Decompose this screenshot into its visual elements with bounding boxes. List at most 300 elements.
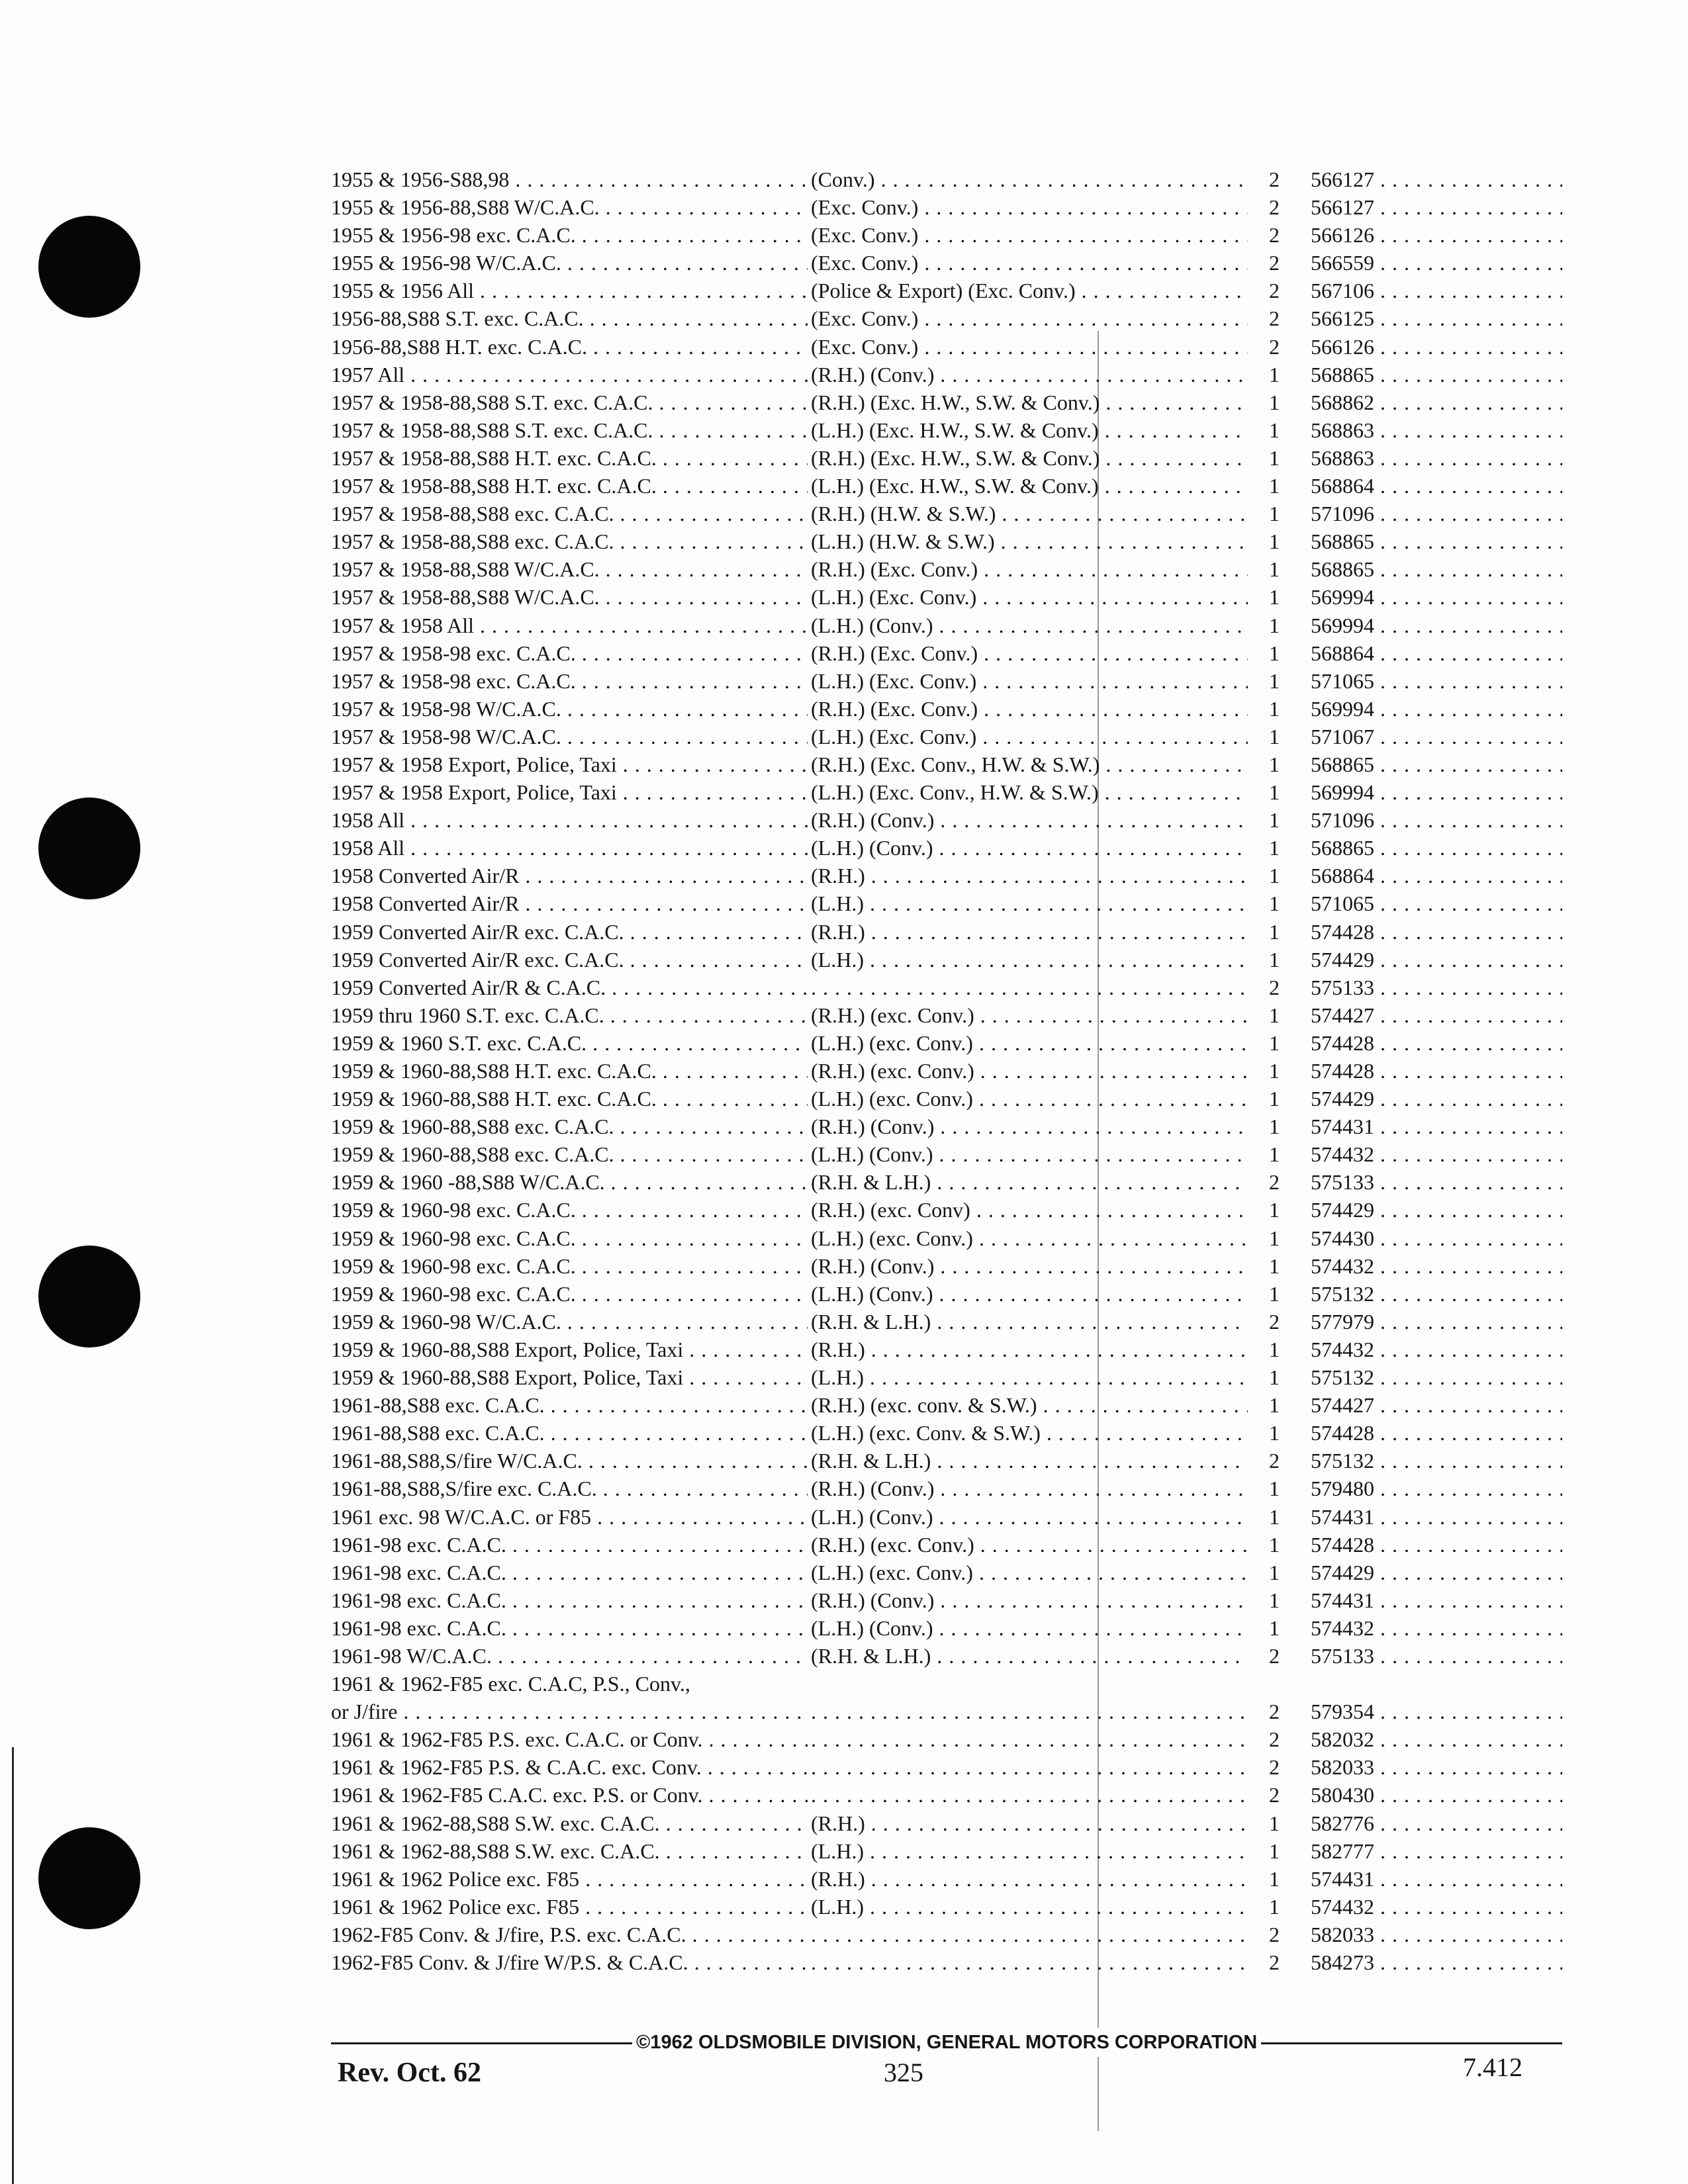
side-condition: (L.H.) . . . (811, 946, 1248, 974)
model-description: 1957 & 1958 Export, Police, Taxi . . . (331, 778, 808, 806)
side-condition: (R.H.) (exc. Conv.) . . . (811, 1057, 1248, 1085)
model-description: 1957 & 1958-98 W/C.A.C. . . . (331, 695, 808, 723)
model-description: 1957 & 1958-88,S88 S.T. exc. C.A.C. . . . (331, 388, 808, 416)
part-number: 574432 . . . (1311, 1140, 1562, 1168)
part-number: 574428 . . . (1311, 1029, 1562, 1057)
side-condition: (R.H.) . . . (811, 1809, 1248, 1837)
model-description: 1961 & 1962 Police exc. F85 . . . (331, 1893, 808, 1921)
quantity: 1 (1269, 1894, 1280, 1919)
side-condition: (L.H.) (Exc. Conv.) . . . (811, 583, 1248, 611)
quantity: 1 (1269, 1504, 1280, 1529)
part-number: 574431 . . . (1311, 1113, 1562, 1140)
part-number: 574431 . . . (1311, 1586, 1562, 1614)
list-item (331, 834, 1562, 862)
side-condition (811, 1698, 1248, 1725)
part-number: 574430 . . . (1311, 1224, 1562, 1252)
list-item (331, 612, 1562, 639)
part-number: 574432 . . . (1311, 1252, 1562, 1280)
model-description: 1961-98 exc. C.A.C. . . . (331, 1586, 808, 1614)
quantity: 1 (1269, 808, 1280, 833)
list-item (331, 1391, 1562, 1419)
part-number: 568865 . . . (1311, 555, 1562, 583)
part-number: 582032 . . . (1311, 1725, 1562, 1753)
side-condition: (R.H.) (Conv.) . . . (811, 1586, 1248, 1614)
list-item (331, 806, 1562, 834)
model-description: 1955 & 1956-S88,98 . . . (331, 165, 808, 193)
part-number: 568864 . . . (1311, 639, 1562, 667)
part-number: 574431 . . . (1311, 1865, 1562, 1893)
part-number: 574428 . . . (1311, 1419, 1562, 1447)
side-condition (811, 1753, 1248, 1781)
part-number: 569994 . . . (1311, 583, 1562, 611)
quantity: 1 (1269, 1142, 1280, 1167)
quantity: 1 (1269, 1615, 1280, 1640)
quantity: 1 (1269, 1477, 1280, 1501)
model-description: 1959 Converted Air/R exc. C.A.C. . . . (331, 946, 808, 974)
quantity: 1 (1269, 724, 1280, 749)
model-description: 1957 & 1958-88,S88 H.T. exc. C.A.C. . . . (331, 472, 808, 500)
quantity: 2 (1269, 1449, 1280, 1473)
model-description: 1959 thru 1960 S.T. exc. C.A.C. . . . (331, 1001, 808, 1029)
list-item (331, 500, 1562, 527)
side-condition: (R.H. & L.H.) . . . (811, 1642, 1248, 1670)
part-number: 577979 . . . (1311, 1308, 1562, 1336)
quantity: 1 (1269, 1337, 1280, 1361)
model-description: 1959 Converted Air/R & C.A.C. . . . (331, 974, 808, 1001)
model-description: 1959 & 1960-88,S88 Export, Police, Taxi . . . (331, 1336, 808, 1363)
side-condition: (R.H.) (Conv.) . . . (811, 1252, 1248, 1280)
list-item (331, 1419, 1562, 1447)
part-number: 566127 . . . (1311, 165, 1562, 193)
side-condition: (R.H.) (Conv.) . . . (811, 806, 1248, 834)
model-description: 1961 & 1962-F85 exc. C.A.C, P.S., Conv., (331, 1672, 690, 1696)
model-description: 1959 & 1960-88,S88 exc. C.A.C. . . . (331, 1113, 808, 1140)
part-number: 569994 . . . (1311, 612, 1562, 639)
list-item (331, 221, 1562, 249)
list-item (331, 1224, 1562, 1252)
model-description: 1959 & 1960-98 exc. C.A.C. . . . (331, 1196, 808, 1224)
side-condition: (Conv.) . . . (811, 165, 1248, 193)
quantity: 1 (1269, 1532, 1280, 1557)
quantity: 1 (1269, 1281, 1280, 1306)
model-description: 1957 All . . . (331, 361, 808, 388)
model-description: 1961-98 exc. C.A.C. . . . (331, 1531, 808, 1559)
part-number: 566127 . . . (1311, 193, 1562, 221)
part-number: 568865 . . . (1311, 834, 1562, 862)
part-number: 579480 . . . (1311, 1475, 1562, 1502)
list-item (331, 751, 1562, 778)
side-condition: (L.H.) (exc. Conv.) . . . (811, 1559, 1248, 1586)
part-number: 584273 . . . (1311, 1948, 1562, 1976)
side-condition: (L.H.) (Conv.) . . . (811, 1280, 1248, 1308)
side-condition: (R.H.) . . . (811, 1336, 1248, 1363)
quantity: 2 (1269, 279, 1280, 303)
model-description: 1957 & 1958-98 exc. C.A.C. . . . (331, 639, 808, 667)
model-description: 1957 & 1958-88,S88 W/C.A.C. . . . (331, 583, 808, 611)
quantity: 1 (1269, 696, 1280, 721)
list-item (331, 889, 1562, 917)
side-condition: (Exc. Conv.) . . . (811, 333, 1248, 361)
side-condition: (R.H.) (exc. Conv.) . . . (811, 1001, 1248, 1029)
part-number: 571065 . . . (1311, 889, 1562, 917)
side-condition (811, 1781, 1248, 1809)
model-description: 1957 & 1958-88,S88 exc. C.A.C. . . . (331, 500, 808, 527)
list-item (331, 1280, 1562, 1308)
model-description: 1959 & 1960-98 exc. C.A.C. . . . (331, 1224, 808, 1252)
side-condition: (R.H. & L.H.) . . . (811, 1308, 1248, 1336)
model-description: 1961 & 1962-F85 P.S. & C.A.C. exc. Conv. . . . (331, 1753, 808, 1781)
model-description: 1961-98 exc. C.A.C. . . . (331, 1614, 808, 1642)
quantity: 1 (1269, 1811, 1280, 1835)
revision-date: Rev. Oct. 62 (338, 2058, 481, 2088)
list-item (331, 1503, 1562, 1531)
quantity: 1 (1269, 1421, 1280, 1445)
list-item (331, 1559, 1562, 1586)
list-item (331, 361, 1562, 388)
page-number: 325 (884, 2058, 923, 2087)
model-description: 1961-88,S88 exc. C.A.C. . . . (331, 1391, 808, 1419)
quantity: 1 (1269, 502, 1280, 526)
list-item (331, 388, 1562, 416)
model-description: 1956-88,S88 S.T. exc. C.A.C. . . . (331, 304, 808, 332)
quantity: 2 (1269, 1755, 1280, 1780)
list-item (331, 444, 1562, 472)
list-item (331, 1725, 1562, 1753)
model-description: or J/fire . . . (331, 1698, 808, 1725)
list-item (331, 639, 1562, 667)
side-condition: (R.H.) (exc. Conv.) . . . (811, 1531, 1248, 1559)
model-description: 1958 All . . . (331, 806, 808, 834)
model-description: 1955 & 1956-88,S88 W/C.A.C. . . . (331, 193, 808, 221)
part-number: 574427 . . . (1311, 1391, 1562, 1419)
list-item (331, 1753, 1562, 1781)
model-description: 1961 exc. 98 W/C.A.C. or F85 . . . (331, 1503, 808, 1531)
part-number: 568862 . . . (1311, 388, 1562, 416)
side-condition: (R.H. & L.H.) . . . (811, 1447, 1248, 1475)
quantity: 1 (1269, 1198, 1280, 1222)
side-condition: (Exc. Conv.) . . . (811, 249, 1248, 277)
part-number: 568864 . . . (1311, 862, 1562, 889)
part-number: 566126 . . . (1311, 333, 1562, 361)
side-condition: (L.H.) (Conv.) . . . (811, 834, 1248, 862)
model-description: 1956-88,S88 H.T. exc. C.A.C. . . . (331, 333, 808, 361)
side-condition: (L.H.) (Exc. Conv.) . . . (811, 723, 1248, 751)
list-item (331, 1531, 1562, 1559)
quantity: 1 (1269, 557, 1280, 582)
part-number: 574429 . . . (1311, 1559, 1562, 1586)
list-item (331, 193, 1562, 221)
model-description: 1961-98 exc. C.A.C. . . . (331, 1559, 808, 1586)
model-description: 1959 & 1960-88,S88 exc. C.A.C. . . . (331, 1140, 808, 1168)
quantity: 1 (1269, 1253, 1280, 1278)
part-number: 575133 . . . (1311, 1168, 1562, 1196)
list-item (331, 1893, 1562, 1921)
part-number: 582776 . . . (1311, 1809, 1562, 1837)
part-number: 574428 . . . (1311, 1531, 1562, 1559)
part-number: 575132 . . . (1311, 1280, 1562, 1308)
list-item (331, 1168, 1562, 1196)
model-description: 1961-88,S88,S/fire exc. C.A.C. . . . (331, 1475, 808, 1502)
side-condition: (R.H.) (Conv.) . . . (811, 1475, 1248, 1502)
list-item (331, 304, 1562, 332)
part-number: 574429 . . . (1311, 1085, 1562, 1113)
list-item (331, 416, 1562, 444)
list-item (331, 165, 1562, 193)
list-item (331, 778, 1562, 806)
quantity: 2 (1269, 1643, 1280, 1668)
part-number: 574432 . . . (1311, 1336, 1562, 1363)
quantity: 2 (1269, 223, 1280, 248)
model-description: 1958 All . . . (331, 834, 808, 862)
quantity: 1 (1269, 1003, 1280, 1027)
list-item (331, 723, 1562, 751)
side-condition: (L.H.) (exc. Conv.) . . . (811, 1224, 1248, 1252)
part-number: 580430 . . . (1311, 1781, 1562, 1809)
model-description: 1957 & 1958-88,S88 S.T. exc. C.A.C. . . . (331, 416, 808, 444)
model-description: 1957 & 1958 All . . . (331, 612, 808, 639)
quantity: 2 (1269, 1170, 1280, 1195)
side-condition: (L.H.) (Exc. H.W., S.W. & Conv.) . . . (811, 416, 1248, 444)
model-description: 1955 & 1956 All . . . (331, 277, 808, 304)
quantity: 1 (1269, 668, 1280, 693)
list-item (331, 1057, 1562, 1085)
quantity: 1 (1269, 1588, 1280, 1612)
part-number: 574429 . . . (1311, 1196, 1562, 1224)
binder-hole (38, 1246, 140, 1347)
side-condition: (L.H.) (Conv.) . . . (811, 612, 1248, 639)
quantity: 1 (1269, 1393, 1280, 1418)
list-item (331, 1642, 1562, 1670)
model-description: 1959 & 1960-88,S88 H.T. exc. C.A.C. . . . (331, 1085, 808, 1113)
model-description: 1959 & 1960-88,S88 H.T. exc. C.A.C. . . . (331, 1057, 808, 1085)
quantity: 2 (1269, 1727, 1280, 1752)
list-item (331, 918, 1562, 946)
part-number: 574429 . . . (1311, 946, 1562, 974)
side-condition (811, 974, 1248, 1001)
model-description: 1962-F85 Conv. & J/fire, P.S. exc. C.A.C. . . . (331, 1921, 808, 1948)
list-item (331, 1029, 1562, 1057)
side-condition: (R.H.) (Conv.) . . . (811, 1113, 1248, 1140)
list-item (331, 695, 1562, 723)
part-number: 579354 . . . (1311, 1698, 1562, 1725)
side-condition (811, 1921, 1248, 1948)
side-condition: (R.H.) (Exc. Conv., H.W. & S.W.) . . . (811, 751, 1248, 778)
side-condition: (L.H.) (exc. Conv.) . . . (811, 1085, 1248, 1113)
list-item (331, 1865, 1562, 1893)
list-item (331, 527, 1562, 555)
side-condition: (L.H.) (Conv.) . . . (811, 1140, 1248, 1168)
side-condition: (R.H.) (exc. conv. & S.W.) . . . (811, 1391, 1248, 1419)
model-description: 1961 & 1962-F85 P.S. exc. C.A.C. or Conv. . . . (331, 1725, 808, 1753)
list-item (331, 667, 1562, 695)
model-description: 1961-88,S88 exc. C.A.C. . . . (331, 1419, 808, 1447)
part-number: 568864 . . . (1311, 472, 1562, 500)
part-number: 582033 . . . (1311, 1753, 1562, 1781)
part-number: 568865 . . . (1311, 751, 1562, 778)
list-item (331, 1140, 1562, 1168)
side-condition: (R.H.) (Conv.) . . . (811, 361, 1248, 388)
model-description: 1959 & 1960 S.T. exc. C.A.C. . . . (331, 1029, 808, 1057)
quantity: 1 (1269, 445, 1280, 470)
part-number: 568863 . . . (1311, 416, 1562, 444)
quantity: 2 (1269, 1700, 1280, 1724)
list-item (331, 946, 1562, 974)
model-description: 1957 & 1958-88,S88 H.T. exc. C.A.C. . . . (331, 444, 808, 472)
side-condition (811, 1948, 1248, 1976)
model-description: 1958 Converted Air/R . . . (331, 889, 808, 917)
quantity: 1 (1269, 780, 1280, 805)
side-condition: (L.H.) (Conv.) . . . (811, 1614, 1248, 1642)
model-description: 1959 & 1960-88,S88 Export, Police, Taxi . . . (331, 1363, 808, 1391)
part-number: 574428 . . . (1311, 1057, 1562, 1085)
quantity: 1 (1269, 474, 1280, 498)
quantity: 1 (1269, 1115, 1280, 1139)
model-description: 1957 & 1958-88,S88 exc. C.A.C. . . . (331, 527, 808, 555)
quantity: 1 (1269, 362, 1280, 387)
side-condition: (R.H.) . . . (811, 918, 1248, 946)
list-item (331, 1781, 1562, 1809)
part-number: 571065 . . . (1311, 667, 1562, 695)
model-description: 1957 & 1958-88,S88 W/C.A.C. . . . (331, 555, 808, 583)
quantity: 2 (1269, 1950, 1280, 1974)
side-condition: (L.H.) (exc. Conv.) . . . (811, 1029, 1248, 1057)
model-description: 1958 Converted Air/R . . . (331, 862, 808, 889)
list-item (331, 555, 1562, 583)
part-number: 574431 . . . (1311, 1503, 1562, 1531)
list-item (331, 583, 1562, 611)
quantity: 1 (1269, 1839, 1280, 1863)
side-condition: (R.H.) (Exc. H.W., S.W. & Conv.) . . . (811, 388, 1248, 416)
quantity: 1 (1269, 390, 1280, 414)
list-item (331, 1670, 1562, 1698)
model-description: 1955 & 1956-98 W/C.A.C. . . . (331, 249, 808, 277)
list-item (331, 333, 1562, 361)
side-condition: (L.H.) (Exc. Conv.) . . . (811, 667, 1248, 695)
list-item (331, 277, 1562, 304)
side-condition: (L.H.) (exc. Conv. & S.W.) . . . (811, 1419, 1248, 1447)
quantity: 1 (1269, 947, 1280, 972)
quantity: 1 (1269, 641, 1280, 665)
quantity: 1 (1269, 1059, 1280, 1083)
side-condition: (R.H.) (Exc. Conv.) . . . (811, 695, 1248, 723)
quantity: 2 (1269, 1783, 1280, 1807)
model-description: 1959 & 1960-98 exc. C.A.C. . . . (331, 1252, 808, 1280)
side-condition: (R.H.) (exc. Conv) . . . (811, 1196, 1248, 1224)
model-description: 1961-98 W/C.A.C. . . . (331, 1642, 808, 1670)
part-number: 567106 . . . (1311, 277, 1562, 304)
list-item (331, 1475, 1562, 1502)
margin-rule (12, 1747, 14, 2184)
side-condition: (L.H.) (Exc. H.W., S.W. & Conv.) . . . (811, 472, 1248, 500)
side-condition: (R.H. & L.H.) . . . (811, 1168, 1248, 1196)
binder-hole (38, 216, 140, 318)
quantity: 1 (1269, 1866, 1280, 1891)
part-number: 574428 . . . (1311, 918, 1562, 946)
side-condition: (Exc. Conv.) . . . (811, 193, 1248, 221)
list-item (331, 1447, 1562, 1475)
list-item (331, 1614, 1562, 1642)
model-description: 1959 & 1960 -88,S88 W/C.A.C. . . . (331, 1168, 808, 1196)
part-number: 569994 . . . (1311, 695, 1562, 723)
list-item (331, 1308, 1562, 1336)
side-condition: (R.H.) . . . (811, 1865, 1248, 1893)
quantity: 2 (1269, 334, 1280, 359)
binder-hole (38, 1827, 140, 1929)
part-number: 566126 . . . (1311, 221, 1562, 249)
list-item (331, 1336, 1562, 1363)
quantity: 1 (1269, 919, 1280, 944)
part-number: 568865 . . . (1311, 361, 1562, 388)
part-number: 571067 . . . (1311, 723, 1562, 751)
quantity: 2 (1269, 1922, 1280, 1946)
copyright-notice: ©1962 OLDSMOBILE DIVISION, GENERAL MOTORS CORPORATION (632, 2028, 1261, 2057)
part-number: 568865 . . . (1311, 527, 1562, 555)
model-description: 1959 & 1960-98 W/C.A.C. . . . (331, 1308, 808, 1336)
list-item (331, 1698, 1562, 1725)
list-item (331, 472, 1562, 500)
side-condition: (L.H.) (Conv.) . . . (811, 1503, 1248, 1531)
list-item (331, 1196, 1562, 1224)
quantity: 1 (1269, 1560, 1280, 1584)
quantity: 1 (1269, 1030, 1280, 1055)
quantity: 1 (1269, 585, 1280, 610)
parts-list (331, 165, 1562, 1976)
side-condition: (R.H.) (Exc. H.W., S.W. & Conv.) . . . (811, 444, 1248, 472)
list-item (331, 1001, 1562, 1029)
side-condition (811, 1725, 1248, 1753)
binder-hole (38, 797, 140, 899)
model-description: 1959 & 1960-98 exc. C.A.C. . . . (331, 1280, 808, 1308)
quantity: 2 (1269, 195, 1280, 220)
quantity: 1 (1269, 864, 1280, 888)
list-item (331, 974, 1562, 1001)
list-item (331, 1948, 1562, 1976)
quantity: 1 (1269, 418, 1280, 442)
quantity: 2 (1269, 975, 1280, 999)
quantity: 2 (1269, 1309, 1280, 1334)
quantity: 1 (1269, 1087, 1280, 1111)
quantity: 1 (1269, 891, 1280, 916)
part-number: 571096 . . . (1311, 806, 1562, 834)
part-number: 571096 . . . (1311, 500, 1562, 527)
part-number: 568863 . . . (1311, 444, 1562, 472)
quantity: 2 (1269, 167, 1280, 191)
part-number: 582777 . . . (1311, 1837, 1562, 1865)
side-condition: (L.H.) . . . (811, 1893, 1248, 1921)
model-description: 1955 & 1956-98 exc. C.A.C. . . . (331, 221, 808, 249)
model-description: 1961 & 1962 Police exc. F85 . . . (331, 1865, 808, 1893)
part-number: 574432 . . . (1311, 1614, 1562, 1642)
side-condition: (Exc. Conv.) . . . (811, 221, 1248, 249)
part-number: 566125 . . . (1311, 304, 1562, 332)
side-condition: (Police & Export) (Exc. Conv.) . . . (811, 277, 1248, 304)
model-description: 1962-F85 Conv. & J/fire W/P.S. & C.A.C. . . . (331, 1948, 808, 1976)
part-number: 569994 . . . (1311, 778, 1562, 806)
side-condition: (L.H.) (Exc. Conv., H.W. & S.W.) . . . (811, 778, 1248, 806)
part-number: 575132 . . . (1311, 1447, 1562, 1475)
quantity: 1 (1269, 1226, 1280, 1250)
list-item (331, 1586, 1562, 1614)
list-item (331, 1113, 1562, 1140)
quantity: 1 (1269, 836, 1280, 860)
quantity: 1 (1269, 752, 1280, 776)
part-number: 574432 . . . (1311, 1893, 1562, 1921)
model-description: 1957 & 1958 Export, Police, Taxi . . . (331, 751, 808, 778)
side-condition: (L.H.) . . . (811, 1837, 1248, 1865)
list-item (331, 862, 1562, 889)
side-condition: (R.H.) (Exc. Conv.) . . . (811, 555, 1248, 583)
part-number: 574427 . . . (1311, 1001, 1562, 1029)
